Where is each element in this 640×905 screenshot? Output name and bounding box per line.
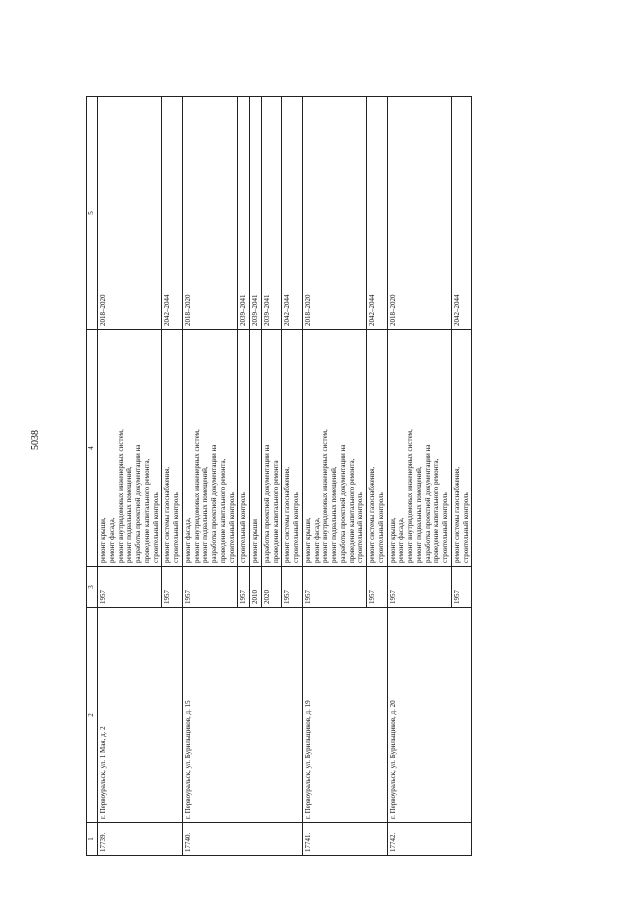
period-cell: 2018–2020 <box>98 97 162 330</box>
works-cell <box>367 330 388 567</box>
work-item: ремонт внутридомовых инженерных систем, <box>192 429 201 563</box>
address-cell: г. Первоуральск, ул. Бурильщиков, д. 20 <box>387 608 472 823</box>
table-row <box>387 97 451 856</box>
column-header: 2 <box>87 608 98 823</box>
year-cell: 1957 <box>238 567 250 608</box>
work-item: строительный контроль <box>227 492 236 563</box>
year-cell: 1957 <box>182 567 238 608</box>
period-cell: 2018–2020 <box>182 97 238 330</box>
column-header: 3 <box>87 567 98 608</box>
year-cell: 1957 <box>451 567 472 608</box>
works-cell <box>387 330 451 567</box>
work-item: строительный контроль <box>239 492 248 563</box>
row-number: 17739. <box>98 823 183 856</box>
works-cell <box>261 330 282 567</box>
work-item: разработка проектной документации на <box>210 444 218 563</box>
period-cell: 2042–2044 <box>162 97 183 330</box>
period-cell: 2042–2044 <box>451 97 472 330</box>
work-item: ремонт крыши <box>251 519 259 563</box>
work-item: ремонт крыши, <box>388 517 397 563</box>
works-cell <box>451 330 472 567</box>
work-item: ремонт системы газоснабжения, <box>283 466 292 563</box>
work-item: проведение капитального ремонта, <box>347 458 356 563</box>
year-cell: 1957 <box>387 567 451 608</box>
column-header: 4 <box>87 330 98 567</box>
period-cell: 2018–2020 <box>387 97 451 330</box>
column-header: 5 <box>87 97 98 330</box>
work-item: проведение капитального ремонта, <box>218 458 227 563</box>
works-cell <box>282 330 303 567</box>
work-item: строительный контроль <box>292 492 300 563</box>
period-cell: 2042–2044 <box>282 97 303 330</box>
work-item: разработка проектной документации на <box>134 444 142 563</box>
work-item: разработка проектной документации на <box>423 444 432 563</box>
row-number: 17741. <box>302 823 387 856</box>
works-cell <box>162 330 183 567</box>
work-item: проведение капитального ремонта, <box>432 458 441 563</box>
work-item: ремонт подвальных помещений, <box>201 466 210 563</box>
period-cell: 2039–2041 <box>250 97 262 330</box>
year-cell: 1957 <box>367 567 388 608</box>
year-cell: 1957 <box>302 567 366 608</box>
period-cell: 2039–2041 <box>261 97 282 330</box>
table-row <box>182 97 238 856</box>
repair-schedule-table <box>86 96 472 856</box>
period-cell: 2042–2044 <box>367 97 388 330</box>
works-cell <box>250 330 262 567</box>
work-item: ремонт фасада, <box>397 517 406 563</box>
year-cell: 2020 <box>261 567 282 608</box>
table-body <box>98 97 472 856</box>
works-cell <box>98 330 162 567</box>
period-cell: 2018–2020 <box>302 97 366 330</box>
year-cell: 2010 <box>250 567 262 608</box>
work-item: ремонт подвальных помещений, <box>125 466 134 563</box>
work-item: проведение капитального ремонта, <box>142 458 151 563</box>
table-row <box>302 97 366 856</box>
work-item: проведение капитального ремонта <box>271 460 280 563</box>
work-item: строительный контроль <box>172 492 180 563</box>
work-item: разработка проектной документации на <box>262 444 271 563</box>
work-item: строительный контроль <box>356 492 365 563</box>
rotated-page <box>86 96 598 856</box>
work-item: ремонт фасада, <box>107 517 116 563</box>
work-item: строительный контроль <box>441 492 449 563</box>
work-item: строительный контроль <box>151 492 160 563</box>
row-number: 17740. <box>182 823 302 856</box>
work-item: ремонт системы газоснабжения, <box>163 466 172 563</box>
works-cell <box>182 330 238 567</box>
page-number: 5038 <box>30 430 41 450</box>
work-item: ремонт фасада, <box>312 517 321 563</box>
works-cell <box>302 330 366 567</box>
work-item: ремонт внутридомовых инженерных систем, <box>116 429 125 563</box>
row-number: 17742. <box>387 823 472 856</box>
work-item: разработка проектной документации на <box>338 444 347 563</box>
work-item: ремонт внутридомовых инженерных систем, <box>406 429 414 563</box>
work-item: ремонт системы газоснабжения, <box>368 466 376 563</box>
work-item: строительный контроль <box>461 492 470 563</box>
table-row <box>98 97 162 856</box>
period-cell: 2039–2041 <box>238 97 250 330</box>
work-item: ремонт подвальных помещений, <box>414 466 423 563</box>
work-item: строительный контроль <box>376 492 385 563</box>
year-cell: 1957 <box>282 567 303 608</box>
year-cell: 1957 <box>162 567 183 608</box>
address-cell: г. Первоуральск, ул. Бурильщиков, д. 15 <box>182 608 302 823</box>
column-header: 1 <box>87 823 98 856</box>
work-item: ремонт фасада, <box>183 517 192 563</box>
work-item: ремонт крыши, <box>303 517 312 563</box>
address-cell: г. Первоуральск, ул. Бурильщиков, д. 19 <box>302 608 387 823</box>
work-item: ремонт крыши, <box>99 517 107 563</box>
work-item: ремонт системы газоснабжения, <box>452 466 461 563</box>
table-header-row <box>87 97 98 856</box>
address-cell: г. Первоуральск, ул. 1 Мая, д. 2 <box>98 608 183 823</box>
work-item: ремонт внутридомовых инженерных систем, <box>321 429 330 563</box>
year-cell: 1957 <box>98 567 162 608</box>
works-cell <box>238 330 250 567</box>
work-item: ремонт подвальных помещений, <box>330 466 338 563</box>
